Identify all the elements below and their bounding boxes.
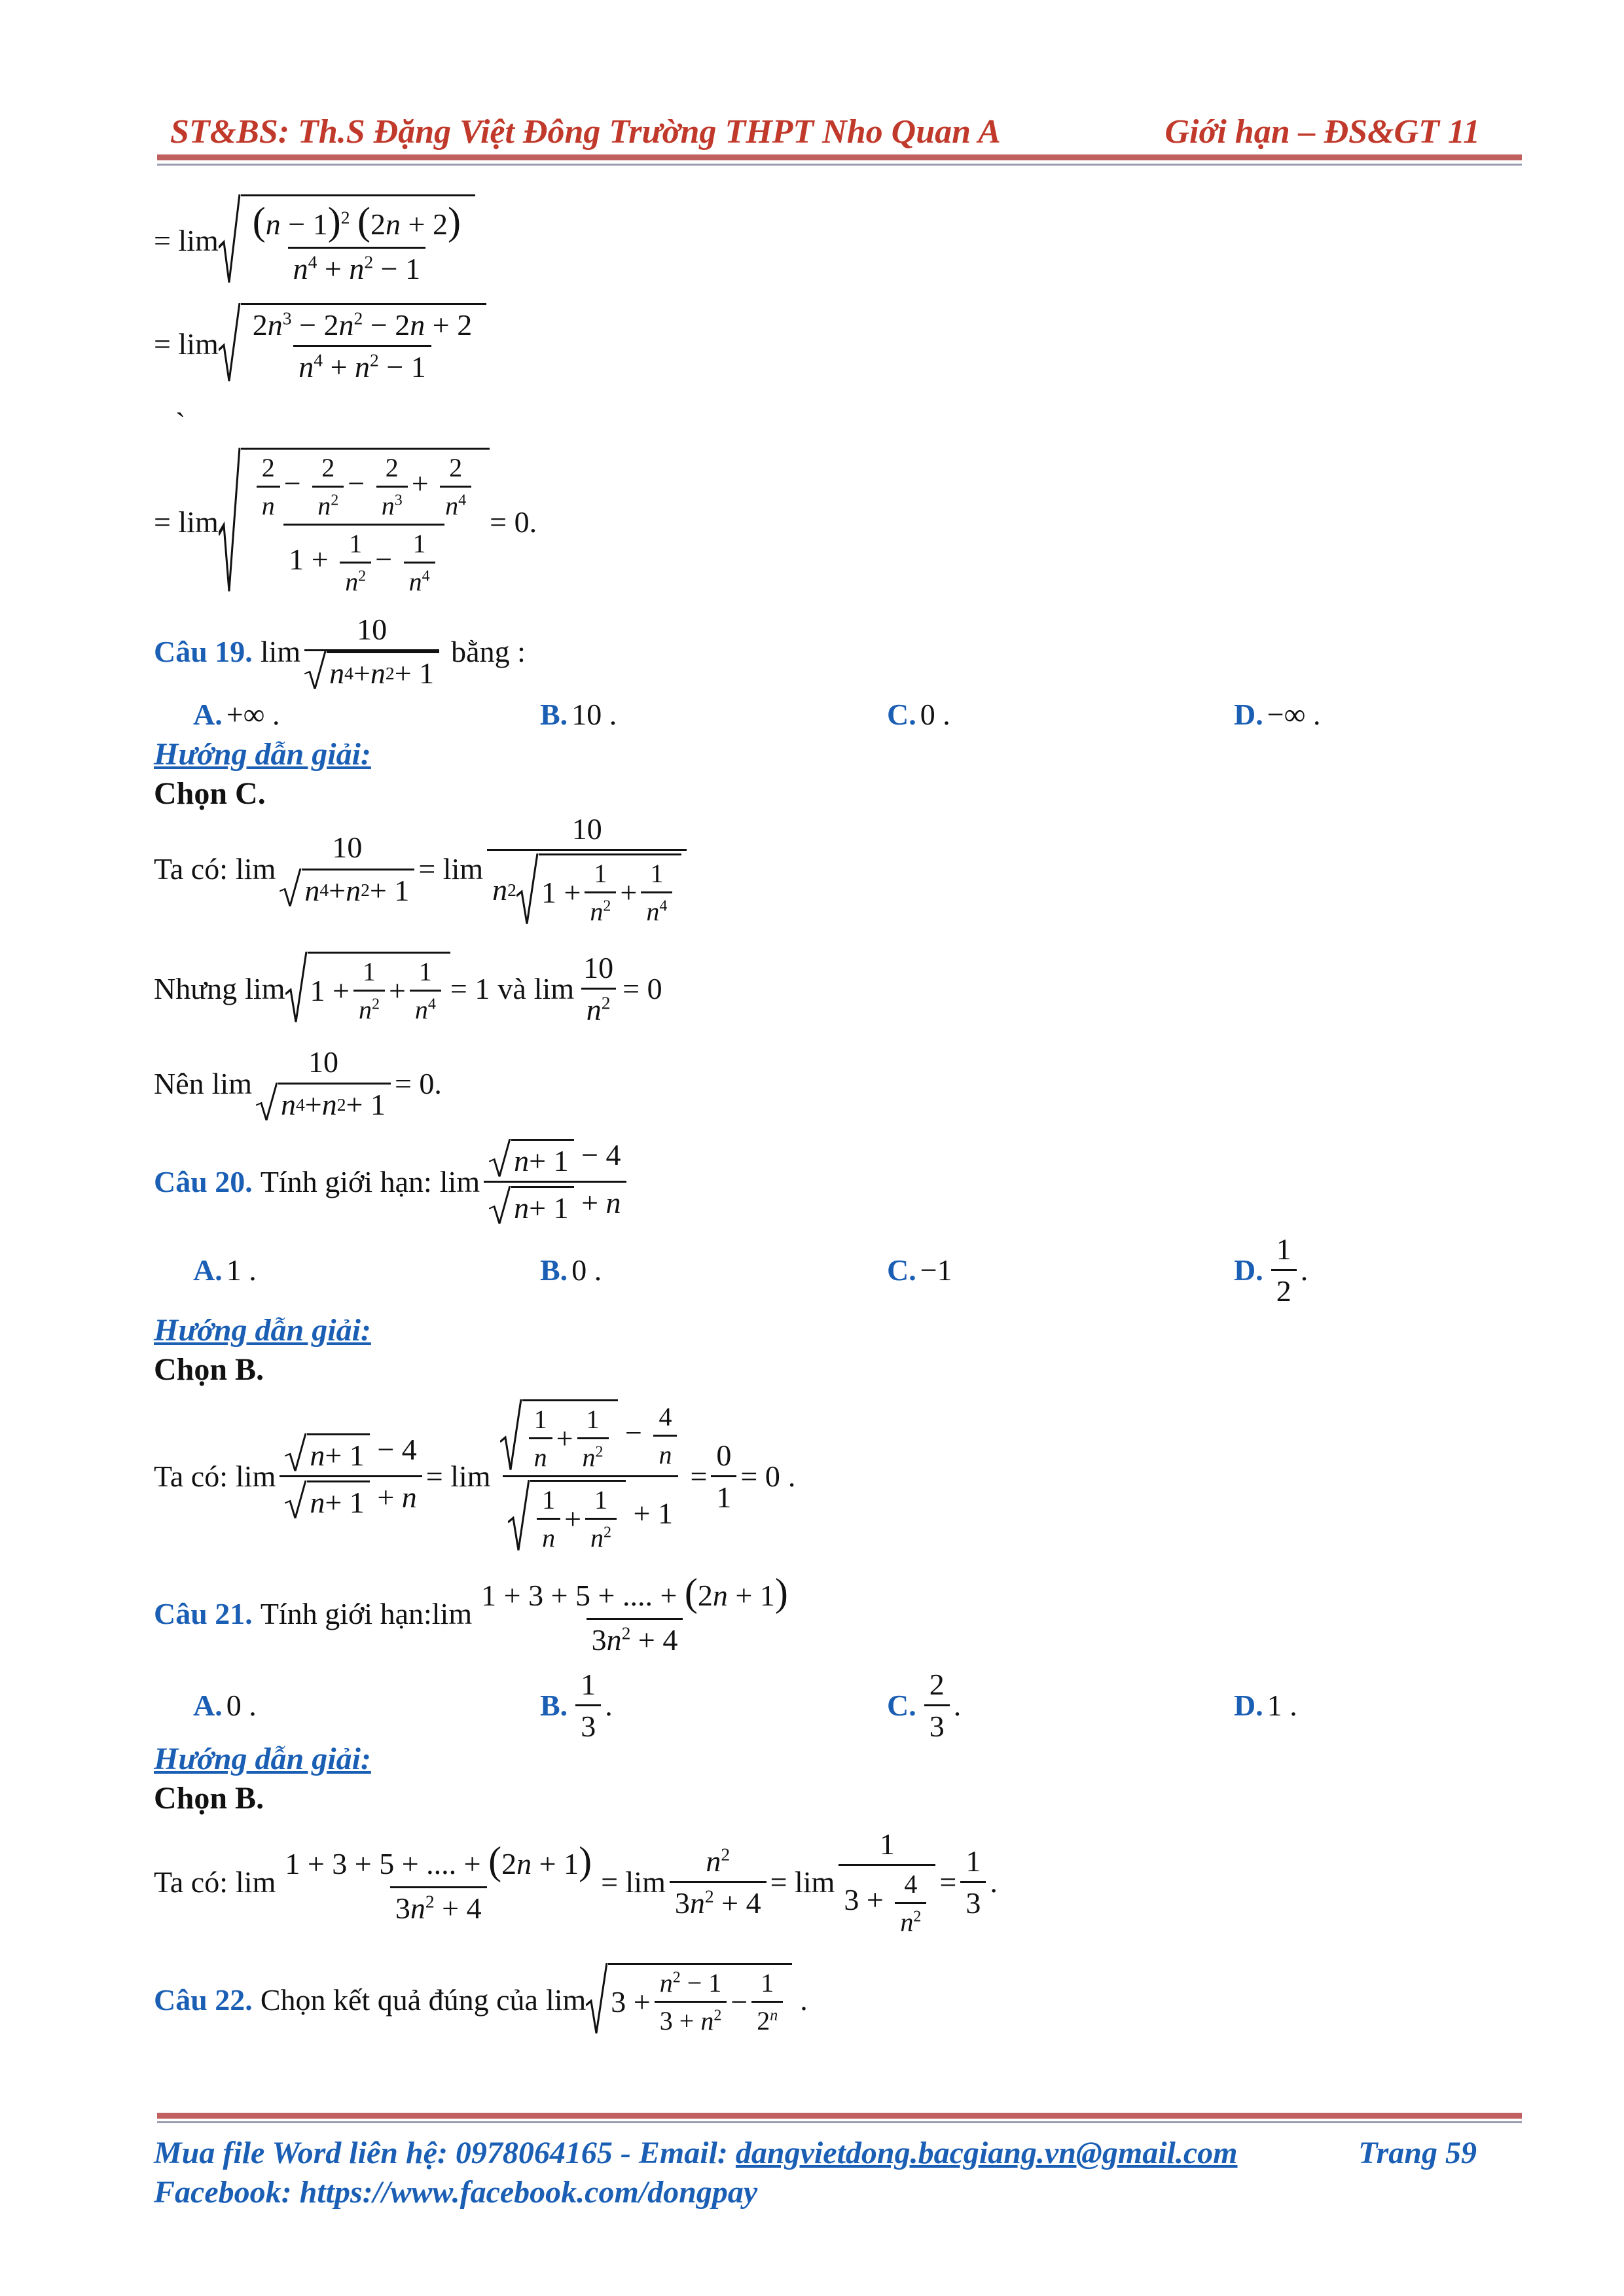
q19-solution-1: Ta có: lim 10 n 4 + n 2 + 1 = lim 10 n 2 1 + $\frac{1}{n^2}$ + $\frac{1}{n^4}$	[154, 815, 691, 923]
q20-option-a[interactable]: A. 1 .	[193, 1253, 257, 1287]
q19-option-b[interactable]: B. 10 .	[540, 698, 617, 731]
q19-option-a[interactable]: A. +∞ .	[193, 698, 280, 731]
footer-facebook-link[interactable]: Facebook: https://www.facebook.com/dongpay	[154, 2175, 758, 2210]
q20-guide-heading: Hướng dẫn giải:	[154, 1313, 371, 1348]
q22-label: Câu 22.	[154, 1982, 253, 2017]
q21-option-c[interactable]: C. $\frac{2}{3}$ .	[887, 1667, 962, 1743]
q21-option-a[interactable]: A. 0 .	[193, 1688, 257, 1722]
footer-page-number: Trang 59	[1358, 2136, 1477, 2170]
eq-line-3: = lim $\frac{2}{n}$ − $\frac{2}{n^2}$ − $\frac{2}{n^3}$ + $\frac{2}{n^4}$ 1 + $\frac{1}{n^2}$ − $\frac{1}{n^4}$ = 0.	[154, 435, 537, 609]
q20-label: Câu 20.	[154, 1164, 253, 1198]
q22-question: Câu 22. Chọn kết quả đúng của lim 3 + $\frac{n^2 - 1}{3 + n^2}$ − $\frac{1}{2^n}$ .	[154, 1954, 808, 2045]
q19-suffix: bằng :	[451, 634, 526, 668]
q20-option-c[interactable]: C. −1	[887, 1253, 952, 1287]
eq-line-1: = lim $\frac{(n - 1)^2 (2n + 2)}{n^4 + n^2 - 1}$	[154, 191, 475, 289]
q21-answer: Chọn B.	[154, 1781, 264, 1816]
stray-mark: `	[175, 406, 186, 440]
q19-option-d[interactable]: D. −∞ .	[1234, 698, 1321, 731]
q19-solution-3: Nên lim 10 n 4 + n 2 + 1 = 0.	[154, 1045, 442, 1122]
footer-rule	[157, 2113, 1522, 2119]
header-right-title: Giới hạn – ĐS&GT 11	[1164, 113, 1480, 151]
eq-line-2: = lim $\frac{2n^3 - 2n^2 - 2n + 2}{n^4 + n^2 - 1}$	[154, 295, 486, 393]
header-rule-thin	[157, 164, 1522, 166]
q21-question: Câu 21. Tính giới hạn: lim $\frac{1 + 3 + 5 + .... + (2n + 1)}{3n^2 + 4}$	[154, 1570, 788, 1657]
q20-answer: Chọn B.	[154, 1352, 264, 1387]
q21-guide-heading: Hướng dẫn giải:	[154, 1742, 371, 1776]
q19-solution-2: Nhưng lim 1 + $\frac{1}{n^2}$ + $\frac{1}{n^4}$ = 1 và lim $\frac{10}{n^2}$ = 0	[154, 950, 662, 1026]
header-left-title: ST&BS: Th.S Đặng Việt Đông Trường THPT Nho Quan A	[170, 113, 1001, 151]
q21-option-b[interactable]: B. $\frac{1}{3}$ .	[540, 1667, 613, 1743]
q19-question: Câu 19. lim 10 n 4 + n 2 + 1 bằng :	[154, 613, 526, 690]
q21-solution: Ta có: lim $\frac{1 + 3 + 5 + .... + (2n + 1)}{3n^2 + 4}$ = lim $\frac{n^2}{3n^2 + 4}$ = lim 1 3 + $\frac{4}{n^2}$ = $\frac{1}{3}$ .	[154, 1827, 998, 1937]
q20-question: Câu 20. Tính giới hạn: lim n + 1 − 4 n + 1 + n	[154, 1136, 630, 1227]
q19-option-c[interactable]: C. 0 .	[887, 698, 950, 731]
q19-answer: Chọn C.	[154, 776, 266, 811]
q20-option-b[interactable]: B. 0 .	[540, 1253, 602, 1287]
q21-option-d[interactable]: D. 1 .	[1234, 1688, 1297, 1722]
q20-option-d[interactable]: D. $\frac{1}{2}$ .	[1234, 1232, 1308, 1308]
footer-rule-thin	[157, 2121, 1522, 2123]
header-rule	[157, 154, 1522, 160]
q20-solution: Ta có: lim n + 1 − 4 n + 1 + n = lim $\frac{1}{n}$ + $\frac{1}{n^2}$ − $\frac{4}{n}$ $\frac{1}{n}$ + $\frac{1}{n^2}$ + 1 = $\frac{0}{1}$ = 0 .	[154, 1391, 795, 1561]
footer-contact: Mua file Word liên hệ: 0978064165 - Email: dangvietdong.bacgiang.vn@gmail.com	[154, 2136, 1238, 2170]
q21-label: Câu 21.	[154, 1596, 253, 1630]
q19-guide-heading: Hướng dẫn giải:	[154, 737, 371, 772]
q19-label: Câu 19.	[154, 634, 253, 668]
footer-email-link[interactable]: dangvietdong.bacgiang.vn@gmail.com	[735, 2136, 1238, 2170]
